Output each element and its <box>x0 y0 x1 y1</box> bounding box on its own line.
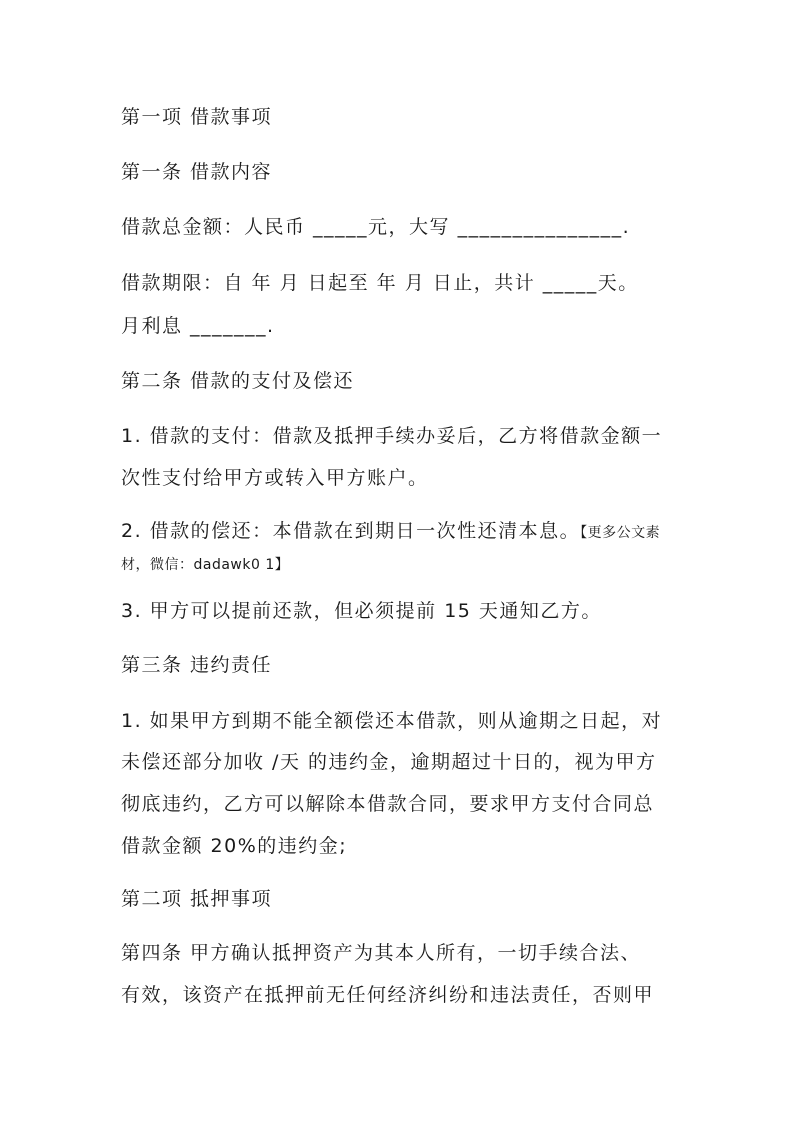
paragraph-line: 次性支付给甲方或转入甲方账户。 <box>121 467 429 489</box>
paragraph-line: 月利息 _______. <box>121 315 275 337</box>
article-heading: 第三条 违约责任 <box>121 654 273 676</box>
paragraph-line: 有效，该资产在抵押前无任何经济纠纷和违法责任，否则甲 <box>121 984 655 1006</box>
paragraph-line: 借款期限：自 年 月 日起至 年 月 日止，共计 _____天。 <box>121 272 639 294</box>
article-heading: 第二条 借款的支付及偿还 <box>121 370 355 392</box>
paragraph-line <box>121 519 660 545</box>
paragraph-line: 借款金额 20%的违约金; <box>121 835 348 857</box>
promo-note-continued: 材，微信：dadawk0 1】 <box>121 557 290 573</box>
paragraph-line: 第四条 甲方确认抵押资产为其本人所有，一切手续合法、 <box>121 942 642 964</box>
section-heading: 第二项 抵押事项 <box>121 888 273 910</box>
article-heading: 第一条 借款内容 <box>121 161 273 183</box>
paragraph-line: 借款总金额：人民币 _____元，大写 _______________. <box>121 216 631 238</box>
paragraph-line: 彻底违约，乙方可以解除本借款合同，要求甲方支付合同总 <box>121 793 655 815</box>
paragraph-line: 1. 如果甲方到期不能全额偿还本借款，则从逾期之日起，对 <box>121 710 663 732</box>
paragraph-line: 未偿还部分加收 /天 的违约金，逾期超过十日的，视为甲方 <box>121 751 657 773</box>
paragraph-line: 1. 借款的支付：借款及抵押手续办妥后，乙方将借款金额一 <box>121 425 663 447</box>
promo-note: 【更多公文素 <box>580 525 661 541</box>
paragraph-line: 3. 甲方可以提前还款，但必须提前 15 天通知乙方。 <box>121 600 602 622</box>
section-heading: 第一项 借款事项 <box>121 106 273 128</box>
paragraph-text: 2. 借款的偿还：本借款在到期日一次性还清本息。 <box>121 520 581 542</box>
